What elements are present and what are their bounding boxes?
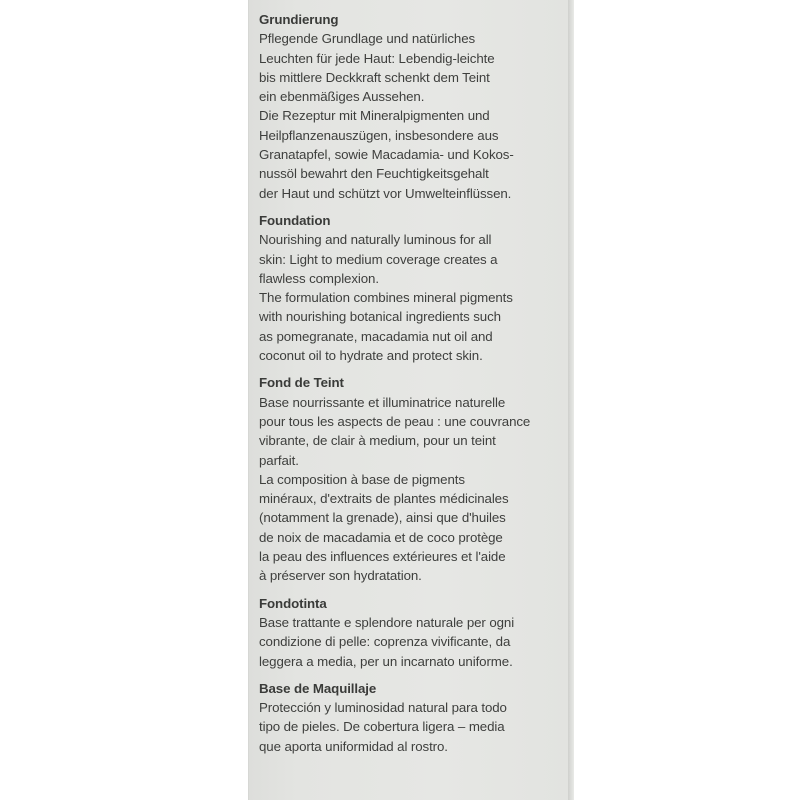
section-heading: Fond de Teint <box>259 375 344 391</box>
body-line: Nourishing and naturally luminous for all <box>259 232 492 248</box>
body-line: que aporta uniformidad al rostro. <box>259 738 448 754</box>
body-line: Base nourrissante et illuminatrice naturelle <box>259 394 506 410</box>
body-line: Leuchten für jede Haut: Lebendig-leichte <box>259 50 495 66</box>
section-heading: Foundation <box>259 212 331 228</box>
body-line: la peau des influences extérieures et l'aide <box>259 549 506 565</box>
body-line: vibrante, de clair à medium, pour un teint <box>259 433 496 449</box>
section-spanish <box>259 679 559 756</box>
body-line: flawless complexion. <box>259 270 379 286</box>
body-line: à préserver son hydratation. <box>259 568 422 584</box>
body-line: skin: Light to medium coverage creates a <box>259 251 498 267</box>
body-line: Heilpflanzenauszügen, insbesondere aus <box>259 127 499 143</box>
section-heading: Grundierung <box>259 12 339 27</box>
body-line: ein ebenmäßiges Aussehen. <box>259 89 425 105</box>
background-left <box>0 0 248 800</box>
body-line: with nourishing botanical ingredients such <box>259 309 501 325</box>
body-line: Granatapfel, sowie Macadamia- und Kokos- <box>259 147 514 163</box>
section-italian <box>259 594 559 671</box>
body-line: pour tous les aspects de peau : une couvrance <box>259 413 531 429</box>
body-line: Protección y luminosidad natural para todo <box>259 700 507 716</box>
body-line: condizione di pelle: coprenza vivificante, da <box>259 634 511 650</box>
body-line: minéraux, d'extraits de plantes médicinales <box>259 491 509 507</box>
body-line: (notamment la grenade), ainsi que d'huiles <box>259 510 506 526</box>
product-description <box>259 10 559 764</box>
body-line: Die Rezeptur mit Mineralpigmenten und <box>259 108 490 124</box>
body-line: coconut oil to hydrate and protect skin. <box>259 348 483 364</box>
body-line: as pomegranate, macadamia nut oil and <box>259 328 493 344</box>
section-heading: Base de Maquillaje <box>259 680 377 696</box>
body-line: Pflegende Grundlage und natürliches <box>259 31 476 47</box>
body-line: tipo de pieles. De cobertura ligera – media <box>259 719 505 735</box>
body-line: bis mittlere Deckkraft schenkt dem Teint <box>259 69 490 85</box>
section-english <box>259 211 559 365</box>
body-line: de noix de macadamia et de coco protège <box>259 529 503 545</box>
section-french <box>259 373 559 585</box>
body-line: Base trattante e splendore naturale per ogni <box>259 614 515 630</box>
body-line: nussöl bewahrt den Feuchtigkeitsgehalt <box>259 166 489 182</box>
body-line: La composition à base de pigments <box>259 471 465 487</box>
section-german <box>259 10 559 203</box>
body-line: parfait. <box>259 452 299 468</box>
body-line: The formulation combines mineral pigments <box>259 290 513 306</box>
body-line: leggera a media, per un incarnato uniforme. <box>259 653 513 669</box>
body-line: der Haut und schützt vor Umwelteinflüssen. <box>259 185 512 201</box>
background-right <box>574 0 800 800</box>
section-heading: Fondotinta <box>259 595 327 611</box>
